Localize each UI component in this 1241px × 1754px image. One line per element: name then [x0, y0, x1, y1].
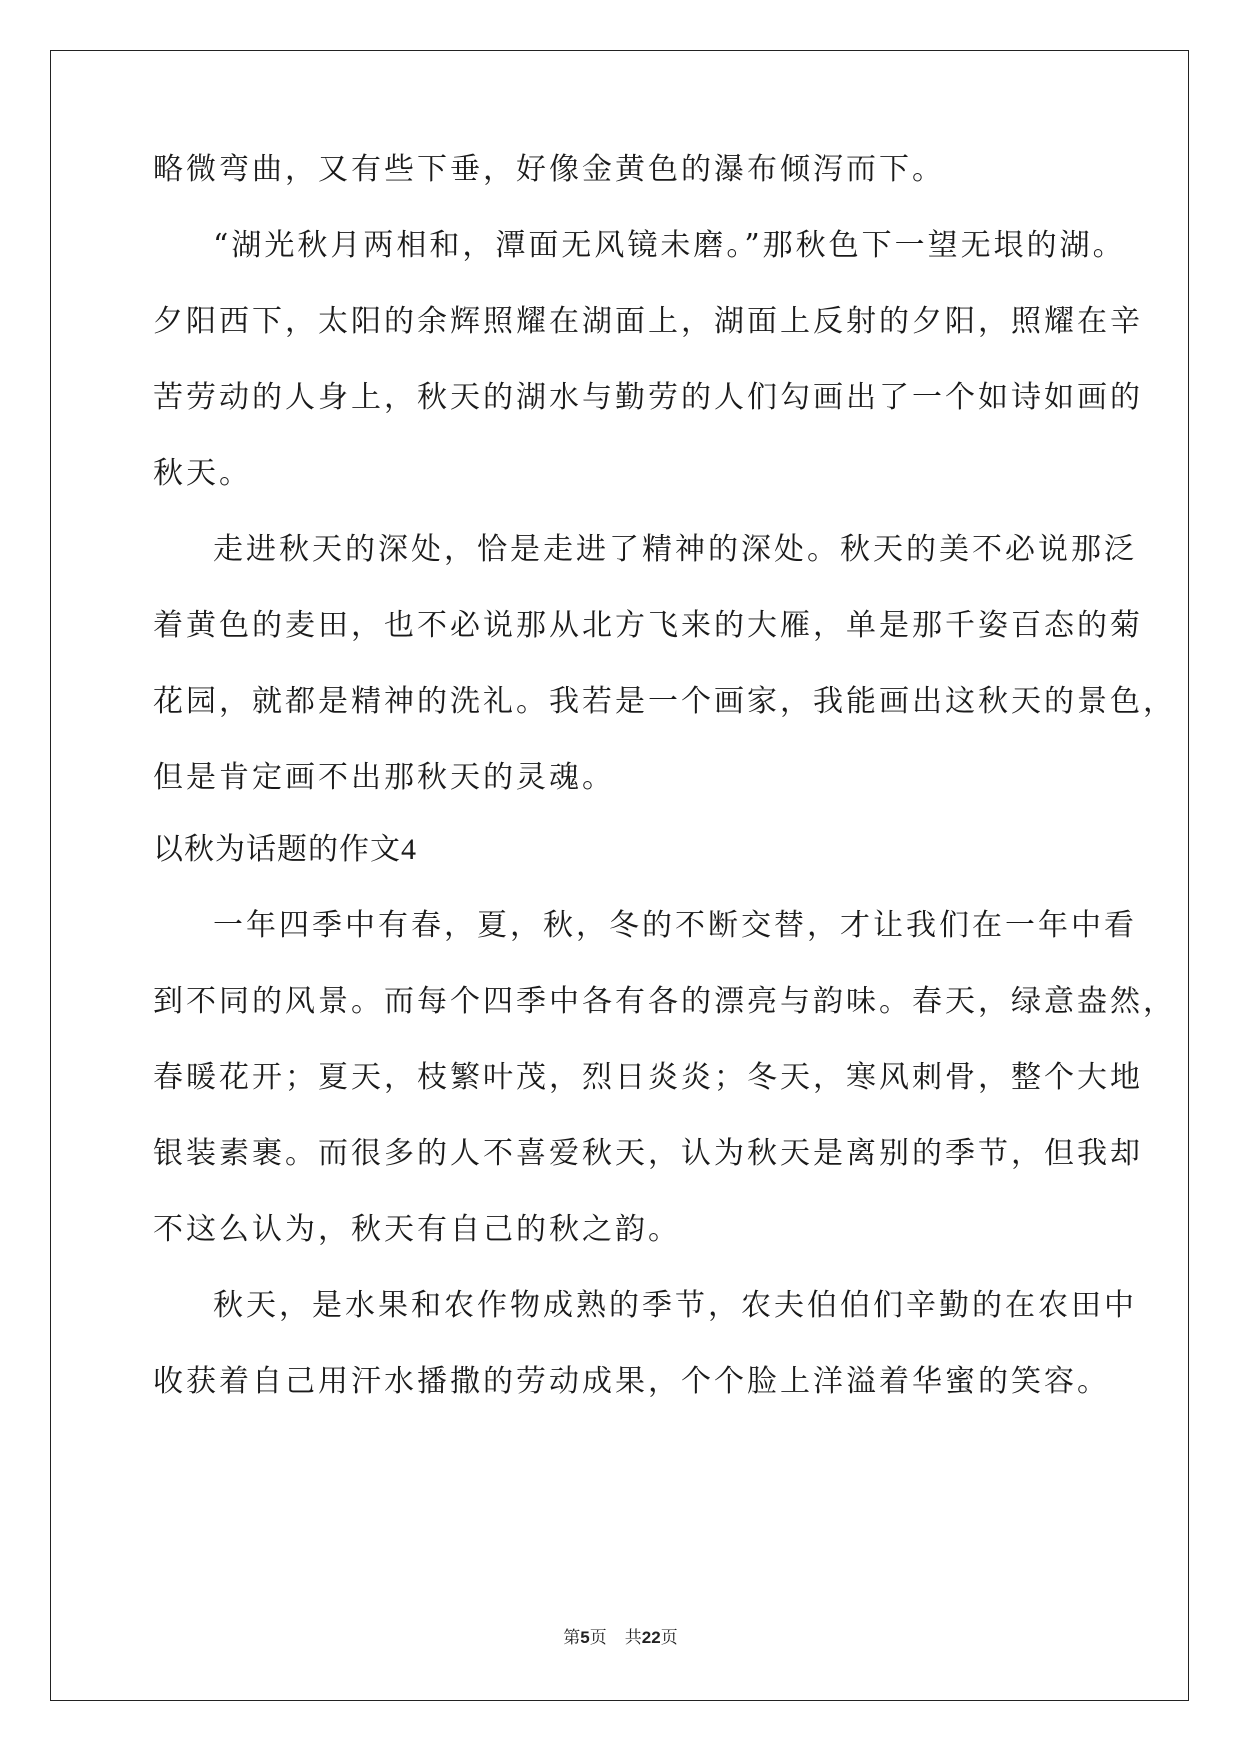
page-number: 5 — [580, 1628, 590, 1647]
page-border — [50, 50, 1189, 1701]
paragraph-start-line: “湖光秋月两相和，潭面无风镜未磨。”那秋色下一望无垠的湖。 — [213, 228, 1126, 263]
text-line: 不这么认为，秋天有自己的秋之韵。 — [153, 1212, 681, 1247]
text-line: 收获着自己用汗水播撒的劳动成果，个个脸上洋溢着华蜜的笑容。 — [153, 1364, 1110, 1399]
text-line: 着黄色的麦田，也不必说那从北方飞来的大雁，单是那千姿百态的菊 — [153, 608, 1143, 643]
total-prefix: 共 — [624, 1628, 642, 1648]
text-line: 银装素裹。而很多的人不喜爱秋天，认为秋天是离别的季节，但我却 — [153, 1136, 1143, 1171]
section-heading: 以秋为话题的作文4 — [153, 833, 417, 866]
text-line: 花园，就都是精神的洗礼。我若是一个画家，我能画出这秋天的景色， — [153, 684, 1176, 719]
text-line: 到不同的风景。而每个四季中各有各的漂亮与韵味。春天，绿意盎然， — [153, 984, 1176, 1019]
page-footer — [0, 1627, 1241, 1649]
text-line: 春暖花开；夏天，枝繁叶茂，烈日炎炎；冬天，寒风刺骨，整个大地 — [153, 1060, 1143, 1095]
paragraph-start-line: 走进秋天的深处，恰是走进了精神的深处。秋天的美不必说那泛 — [213, 532, 1137, 567]
text-line: 夕阳西下，太阳的余辉照耀在湖面上，湖面上反射的夕阳，照耀在辛 — [153, 304, 1143, 339]
page-suffix: 页 — [589, 1628, 607, 1648]
text-line: 略微弯曲，又有些下垂，好像金黄色的瀑布倾泻而下。 — [153, 152, 945, 187]
total-suffix: 页 — [660, 1628, 678, 1648]
paragraph-start-line: 一年四季中有春，夏，秋，冬的不断交替，才让我们在一年中看 — [213, 908, 1137, 943]
page-prefix: 第 — [563, 1628, 581, 1648]
text-line: 秋天。 — [153, 456, 252, 491]
text-line: 但是肯定画不出那秋天的灵魂。 — [153, 760, 615, 795]
total-pages: 22 — [641, 1628, 661, 1647]
text-line: 苦劳动的人身上，秋天的湖水与勤劳的人们勾画出了一个如诗如画的 — [153, 380, 1143, 415]
paragraph-start-line: 秋天，是水果和农作物成熟的季节，农夫伯伯们辛勤的在农田中 — [213, 1288, 1137, 1323]
